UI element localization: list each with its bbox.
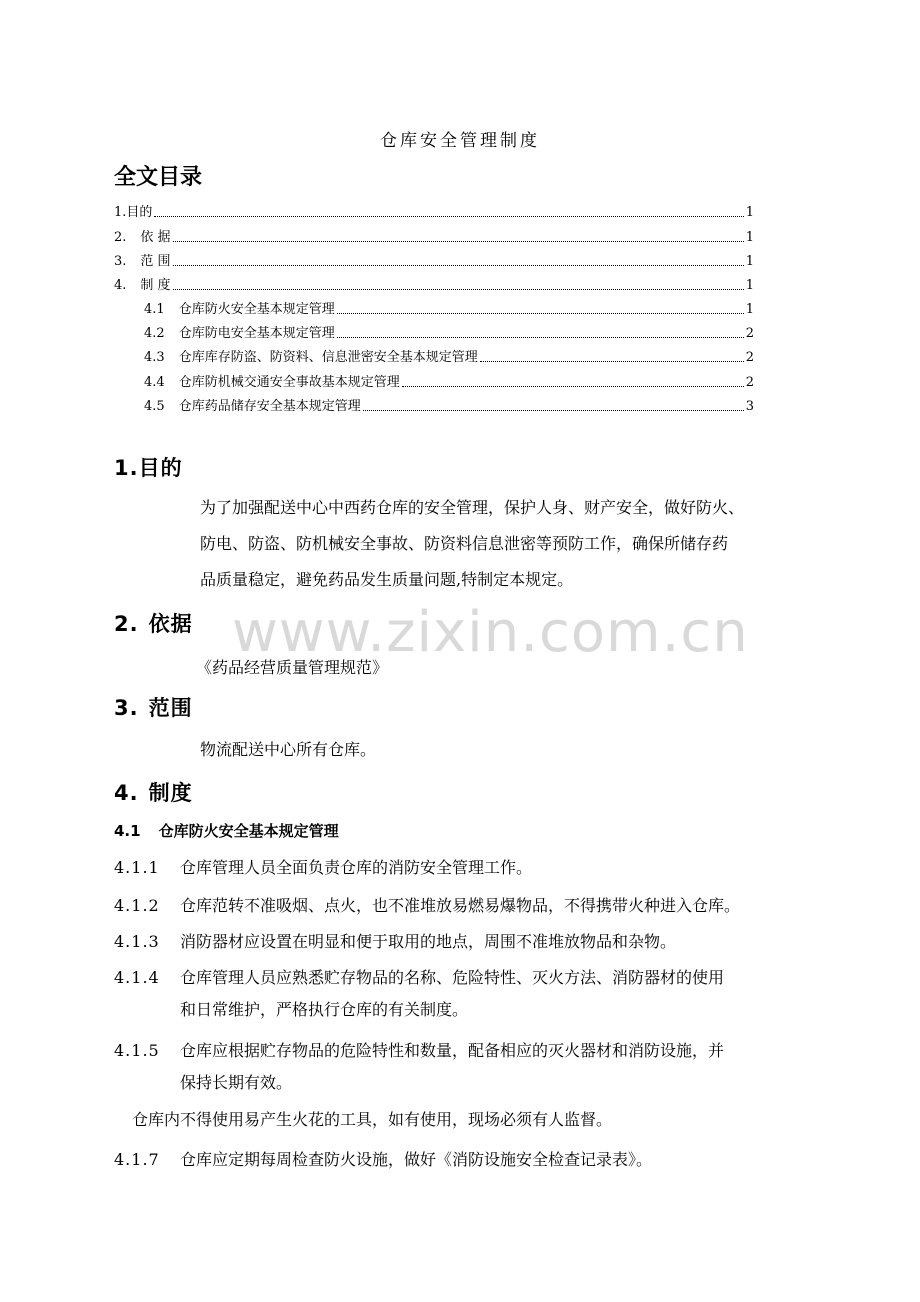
- rule-item-text: [180, 1035, 830, 1099]
- rule-item-number: 4.1.5: [114, 1041, 160, 1060]
- toc-entry-page: 1: [745, 254, 754, 269]
- toc-entry-number: 2.: [114, 230, 127, 245]
- toc-entry-number: 4.4: [144, 375, 165, 390]
- rule-item-text: [180, 890, 830, 922]
- section-title: 制度: [148, 781, 193, 805]
- toc-leader-dots: [363, 410, 744, 411]
- rule-item-text: [180, 926, 830, 958]
- toc-leader-dots: [173, 241, 744, 242]
- toc-leader-dots: [173, 265, 744, 266]
- toc-leader-dots: [480, 361, 744, 362]
- toc-entry-label: 依 据: [140, 230, 171, 245]
- section-number: 4.: [114, 781, 139, 805]
- rule-line: 仓库范转不准吸烟、点火，也不准堆放易燃易爆物品，不得携带火种进入仓库。: [180, 896, 741, 915]
- toc-subentry[interactable]: [144, 298, 754, 318]
- toc-entry-number: 4.3: [144, 350, 165, 365]
- rule-line: 仓库管理人员全面负责仓库的消防安全管理工作。: [180, 858, 533, 877]
- subsection-number: 4.1: [114, 822, 141, 840]
- watermark: www.zixin.com.cn: [232, 600, 749, 665]
- section-heading-purpose: [114, 452, 183, 482]
- toc-entry[interactable]: [114, 226, 754, 246]
- toc-entry[interactable]: [114, 274, 754, 294]
- section-number: 2.: [114, 612, 139, 636]
- toc-entry-label: 目的: [126, 205, 153, 220]
- toc-subentry[interactable]: [144, 346, 754, 366]
- toc-entry-page: 3: [745, 399, 754, 414]
- toc-entry-page: 1: [745, 302, 754, 317]
- toc-entry-number: 3.: [114, 254, 127, 269]
- paragraph-line: 品质量稳定，避免药品发生质量问题,特制定本规定。: [200, 570, 574, 589]
- section-heading-basis: [114, 608, 193, 638]
- toc-entry-number: 4.1: [144, 302, 165, 317]
- rule-loose-line: 仓库内不得使用易产生火花的工具，如有使用，现场必须有人监督。: [132, 1110, 613, 1129]
- section-title: 依据: [148, 612, 193, 636]
- toc-subentry[interactable]: [144, 395, 754, 415]
- toc-entry-label: 仓库防电安全基本规定管理: [178, 326, 335, 341]
- toc-entry-label: 范 围: [140, 254, 171, 269]
- section-number: 1.: [114, 456, 139, 480]
- subsection-heading-4-1: [114, 820, 339, 841]
- toc-entry-number: 4.2: [144, 326, 165, 341]
- toc-entry[interactable]: [114, 250, 754, 270]
- toc-entry-label: 仓库库存防盗、防资料、信息泄密安全基本规定管理: [178, 350, 478, 365]
- toc-entry-page: 1: [745, 205, 754, 220]
- rule-item-text: [180, 962, 830, 1026]
- toc-entry-number: 4.5: [144, 399, 165, 414]
- section-number: 3.: [114, 696, 139, 720]
- section-title: 目的: [138, 456, 183, 480]
- toc-entry[interactable]: [114, 201, 754, 221]
- rule-line: 仓库应根据贮存物品的危险特性和数量，配备相应的灭火器材和消防设施，并: [180, 1041, 725, 1060]
- paragraph-line: 为了加强配送中心中西药仓库的安全管理，保护人身、财产安全，做好防火、: [200, 498, 745, 517]
- basis-text: 《药品经营质量管理规范》: [196, 658, 389, 677]
- toc-entry-page: 2: [745, 350, 754, 365]
- toc-subentry[interactable]: [144, 371, 754, 391]
- rule-line: 保持长期有效。: [180, 1073, 293, 1092]
- rule-item-number: 4.1.2: [114, 896, 160, 915]
- toc-entry-label: 制 度: [140, 278, 171, 293]
- document-title: 仓库安全管理制度: [380, 131, 540, 151]
- subsection-title: 仓库防火安全基本规定管理: [158, 822, 339, 840]
- toc-entry-page: 2: [745, 375, 754, 390]
- paragraph-line: 防电、防盗、防机械安全事故、防资料信息泄密等预防工作，确保所储存药: [200, 534, 729, 553]
- purpose-paragraph: [200, 490, 840, 598]
- toc-entry-page: 1: [745, 230, 754, 245]
- rule-item-number: 4.1.1: [114, 858, 160, 877]
- toc-leader-dots: [173, 289, 744, 290]
- section-heading-scope: [114, 692, 193, 722]
- toc-leader-dots: [337, 337, 744, 338]
- rule-item-text: [180, 852, 830, 884]
- rule-item-text: 仓库应定期每周检查防火设施，做好《消防设施安全检查记录表》。: [180, 1150, 653, 1169]
- toc-heading: 全文目录: [114, 165, 203, 190]
- toc-entry-label: 仓库药品储存安全基本规定管理: [178, 399, 361, 414]
- toc-subentry[interactable]: [144, 322, 754, 342]
- section-heading-rules: [114, 777, 193, 807]
- toc-entry-label: 仓库防机械交通安全事故基本规定管理: [178, 375, 400, 390]
- rule-line: 和日常维护，严格执行仓库的有关制度。: [180, 1000, 469, 1019]
- toc-entry-page: 1: [745, 278, 754, 293]
- rule-item-number: 4.1.3: [114, 932, 160, 951]
- rule-item-number: 4.1.7: [114, 1150, 160, 1169]
- toc-leader-dots: [337, 313, 744, 314]
- toc-leader-dots: [402, 386, 744, 387]
- rule-line: 仓库管理人员应熟悉贮存物品的名称、危险特性、灭火方法、消防器材的使用: [180, 968, 725, 987]
- toc-entry-page: 2: [745, 326, 754, 341]
- rule-item-number: 4.1.4: [114, 968, 160, 987]
- scope-text: 物流配送中心所有仓库。: [200, 740, 377, 759]
- toc-entry-label: 仓库防火安全基本规定管理: [178, 302, 335, 317]
- toc-entry-number: 4.: [114, 278, 127, 293]
- rule-line: 消防器材应设置在明显和便于取用的地点，周围不准堆放物品和杂物。: [180, 932, 677, 951]
- section-title: 范围: [148, 696, 193, 720]
- toc-entry-number: 1.: [114, 205, 127, 220]
- toc-leader-dots: [154, 216, 743, 217]
